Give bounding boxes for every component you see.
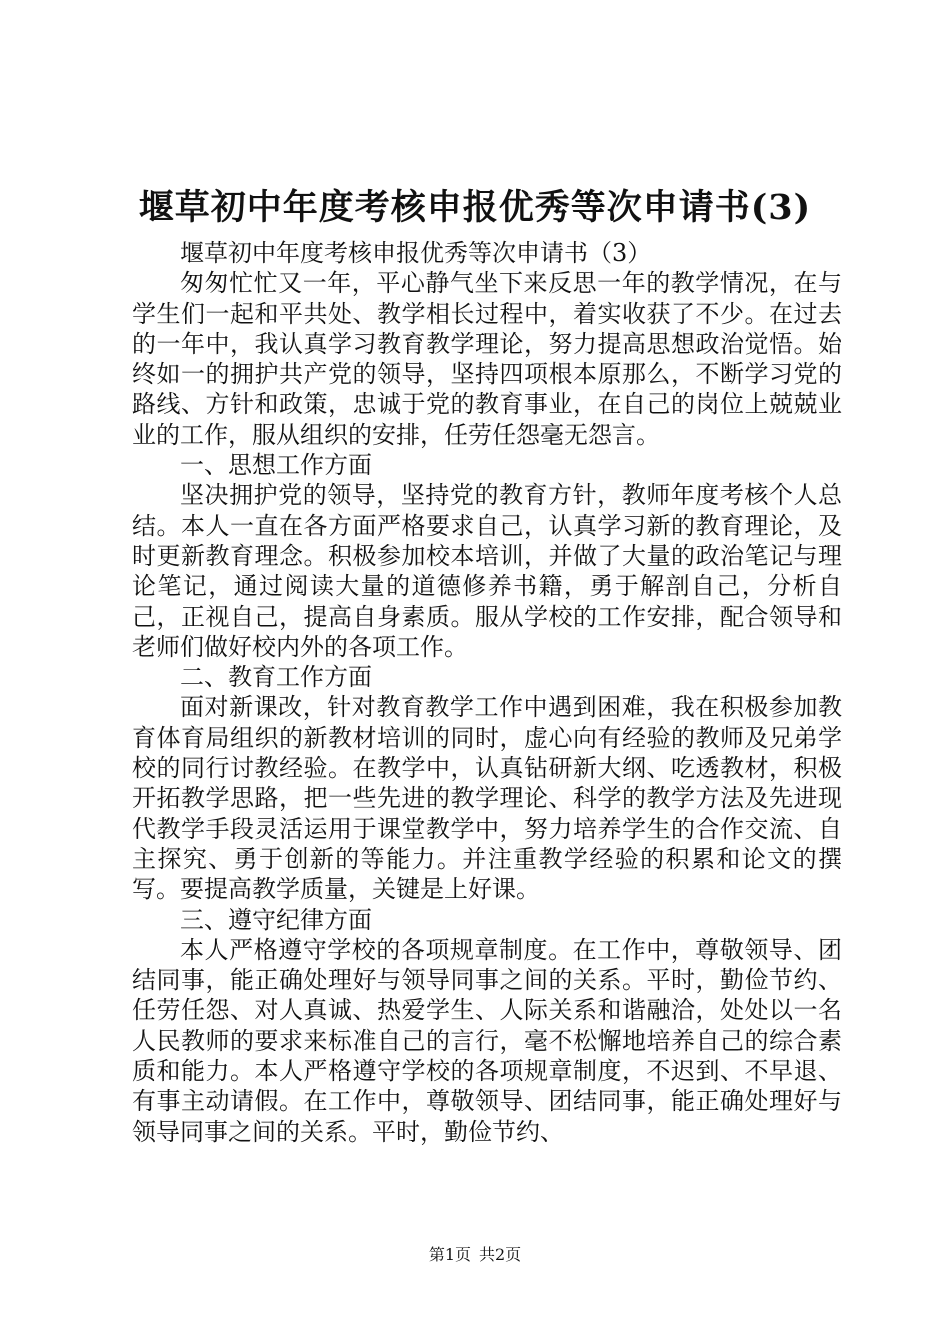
page-number-total: 共2页 bbox=[479, 1245, 522, 1264]
discipline-paragraph: 本人严格遵守学校的各项规章制度。在工作中，尊敬领导、团结同事，能正确处理好与领导同事之间的关系。平时，勤俭节约、任劳任怨、对人真诚、热爱学生、人际关系和谐融洽，处处以一名人民教师的要求来标准自己的言行，毫不松懈地培养自己的综合素质和能力。本人严格遵守学校的各项规章制度，不迟到、不早退、有事主动请假。在工作中，尊敬领导、团结同事，能正确处理好与领导同事之间的关系。平时，勤俭节约、 bbox=[132, 935, 842, 1146]
education-paragraph: 面对新课改，针对教育教学工作中遇到困难，我在积极参加教育体育局组织的新教材培训的同时，虚心向有经验的教师及兄弟学校的同行讨教经验。在教学中，认真钻研新大纲、吃透教材，积极开拓教学思路，把一些先进的教学理论、科学的教学方法及先进现代教学手段灵活运用于课堂教学中，努力培养学生的合作交流、自主探究、勇于创新的等能力。并注重教学经验的积累和论文的撰写。要提高教学质量，关键是上好课。 bbox=[132, 693, 842, 904]
section-heading-education: 二、教育工作方面 bbox=[180, 663, 372, 692]
section-heading-discipline: 三、遵守纪律方面 bbox=[180, 905, 372, 934]
document-title: 堰草初中年度考核申报优秀等次申请书(3) bbox=[138, 187, 812, 228]
document-body bbox=[132, 238, 842, 1147]
page-number-current: 第1页 bbox=[428, 1245, 471, 1264]
intro-paragraph: 匆匆忙忙又一年，平心静气坐下来反思一年的教学情况，在与学生们一起和平共处、教学相长过程中，着实收获了不少。在过去的一年中，我认真学习教育教学理论，努力提高思想政治觉悟。始终如一的拥护共产党的领导，坚持四项根本原那么，不断学习党的路线、方针和政策，忠诚于党的教育事业，在自己的岗位上兢兢业业的工作，服从组织的安排，任劳任怨毫无怨言。 bbox=[132, 269, 842, 449]
thought-paragraph: 坚决拥护党的领导，坚持党的教育方针，教师年度考核个人总结。本人一直在各方面严格要求自己，认真学习新的教育理论，及时更新教育理念。积极参加校本培训，并做了大量的政治笔记与理论笔记，通过阅读大量的道德修养书籍，勇于解剖自己，分析自己，正视自己，提高自身素质。服从学校的工作安排，配合领导和老师们做好校内外的各项工作。 bbox=[132, 481, 842, 661]
section-heading-thought: 一、思想工作方面 bbox=[180, 451, 372, 480]
subtitle-paragraph: 堰草初中年度考核申报优秀等次申请书（3） bbox=[180, 239, 652, 267]
page-footer bbox=[0, 1244, 950, 1266]
